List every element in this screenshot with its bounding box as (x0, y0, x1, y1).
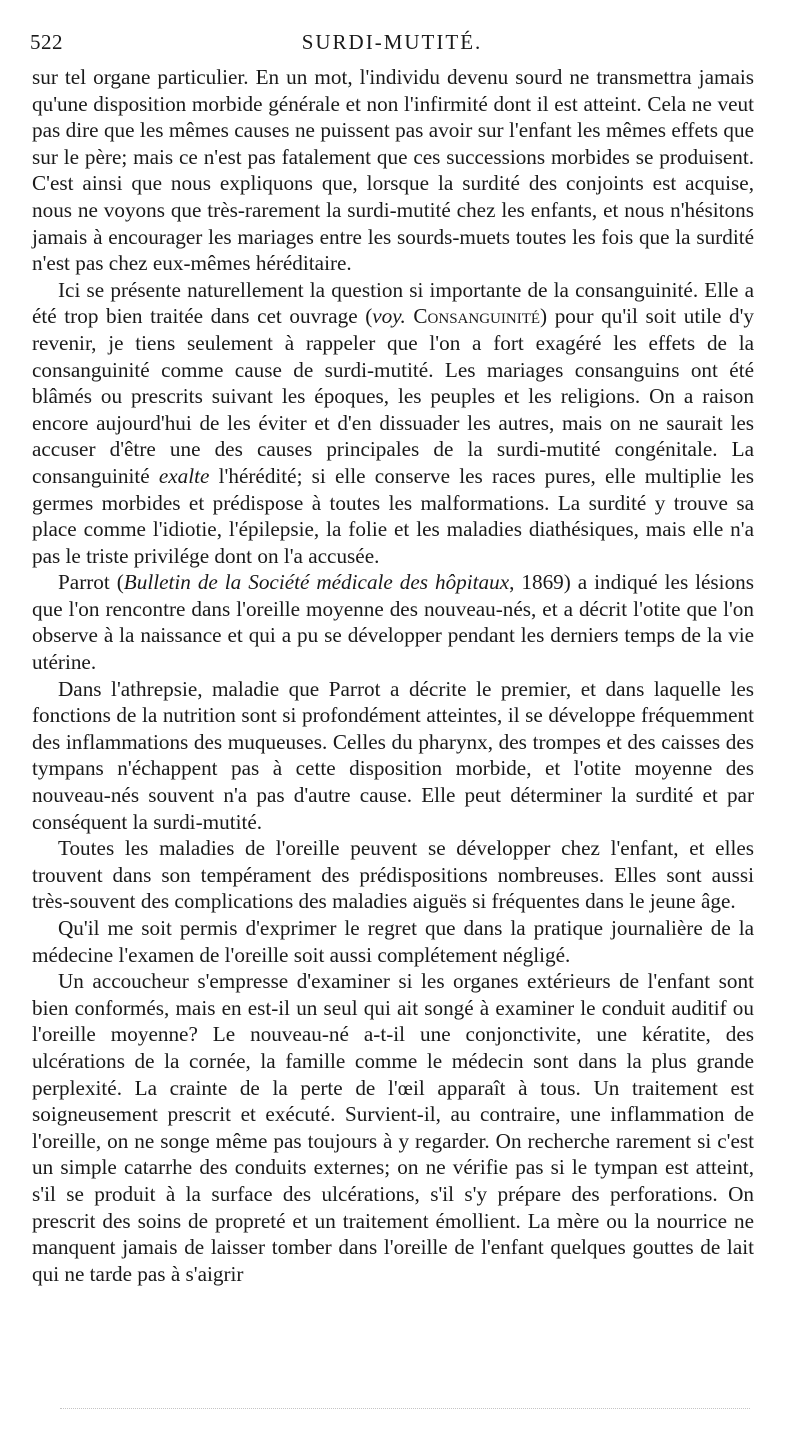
paragraph-2-text-a: Ici se présente naturellement la question si importante de la consanguinité. Elle a été trop bien traitée dans cet ouvrage ( (32, 277, 754, 329)
paragraph-6: Qu'il me soit permis d'exprimer le regret que dans la pratique journalière de la médecine l'examen de l'oreille soit aussi complétement négligé. (32, 916, 754, 967)
page-header (30, 30, 754, 60)
cropped-footer-line (60, 1408, 750, 1415)
journal-title: Bulletin de la Société médicale des hôpitaux (123, 570, 510, 595)
emphasis-exalte: exalte (158, 463, 210, 488)
page-number: 522 (30, 30, 63, 54)
paragraph-3-text-b: , 1869) a indiqué les lésions que l'on rencontre dans l'oreille moyenne des nouveau-nés, et a décrit l'otite que l'on observe à la naissance et qui a pu se développer pendant les derniers temps de la vie utérine. (32, 570, 755, 675)
body-text (32, 64, 754, 1287)
paragraph-1: sur tel organe particulier. En un mot, l'individu devenu sourd ne transmettra jamais qu'une disposition morbide générale et non l'infirmité dont il est atteint. Cela ne veut pas dire que les mêmes causes ne puissent pas avoir sur l'enfant les mêmes effets que sur le père; mais ce n'est pas fatalement que ces successions morbides se produisent. C'est ainsi que nous expliquons que, lorsque la surdité des conjoints est acquise, nous ne voyons que très-rarement la surdi-mutité chez les enfants, et nous n'hésitons jamais à encourager les mariages entre les sourds-muets toutes les fois que la surdité n'est pas chez eux-mêmes héréditaire. (32, 65, 754, 276)
paragraph-2-text-c: l'hérédité; si elle conserve les races pures, elle multiplie les germes morbides et prédispose à toutes les malformations. La surdité y trouve sa place comme l'idiotie, l'épilepsie, la folie et les maladies diathésiques, mais elle n'a pas le triste privilége dont on l'a accusée. (32, 463, 755, 568)
voy-abbreviation: voy. (372, 304, 406, 329)
paragraph-2 (32, 277, 754, 570)
paragraph-2-text-b: ) pour qu'il soit utile d'y revenir, je tiens seulement à rappeler que l'on a fort exagéré les effets de la consanguinité comme cause de surdi-mutité. Les mariages consanguins ont été blâmés ou prescrits suivant les époques, les peuples et les religions. On a raison encore aujourd'hui de les éviter et d'en dissuader les autres, mais on ne saurait les accuser d'être une des causes principales de la surdi-mutité congénitale. La consanguinité (32, 304, 755, 488)
cross-reference: Consanguinité (413, 304, 541, 329)
paragraph-3-text-a: Parrot ( (58, 570, 124, 595)
paragraph-4: Dans l'athrepsie, maladie que Parrot a décrite le premier, et dans laquelle les fonctions de la nutrition sont si profondément atteintes, il se développe fréquemment des inflammations des muqueuses. Celles du pharynx, des trompes et des caisses des tympans n'échappent pas à cette disposition morbide, et l'otite moyenne des nouveau-nés souvent n'a pas d'autre cause. Elle peut déterminer la surdité et par conséquent la surdi-mutité. (32, 676, 754, 834)
paragraph-3 (32, 569, 754, 675)
running-title: SURDI-MUTITÉ. (301, 30, 483, 54)
paragraph-7: Un accoucheur s'empresse d'examiner si les organes extérieurs de l'enfant sont bien conformés, mais en est-il un seul qui ait songé à examiner le conduit auditif ou l'oreille moyenne? Le nouveau-né a-t-il une conjonctivite, une kératite, des ulcérations de la cornée, la famille comme le médecin sont dans la plus grande perplexité. La crainte de la perte de l'œil apparaît à tous. Un traitement est soigneusement prescrit et exécuté. Survient-il, au contraire, une inflammation de l'oreille, on ne songe même pas toujours à y regarder. On recherche rarement si c'est un simple catarrhe des conduits externes; on ne vérifie pas si le tympan est atteint, s'il se produit à la surface des ulcérations, s'il s'y prépare des perforations. On prescrit des soins de propreté et un traitement émollient. La mère ou la nourrice ne manquent jamais de laisser tomber dans l'oreille de l'enfant quelques gouttes de lait qui ne tarde pas à s'aigrir (32, 969, 754, 1286)
paragraph-5: Toutes les maladies de l'oreille peuvent se développer chez l'enfant, et elles trouvent dans son tempérament des prédispositions nombreuses. Elles sont aussi très-souvent des complications des maladies aiguës si fréquentes dans le jeune âge. (32, 836, 754, 914)
